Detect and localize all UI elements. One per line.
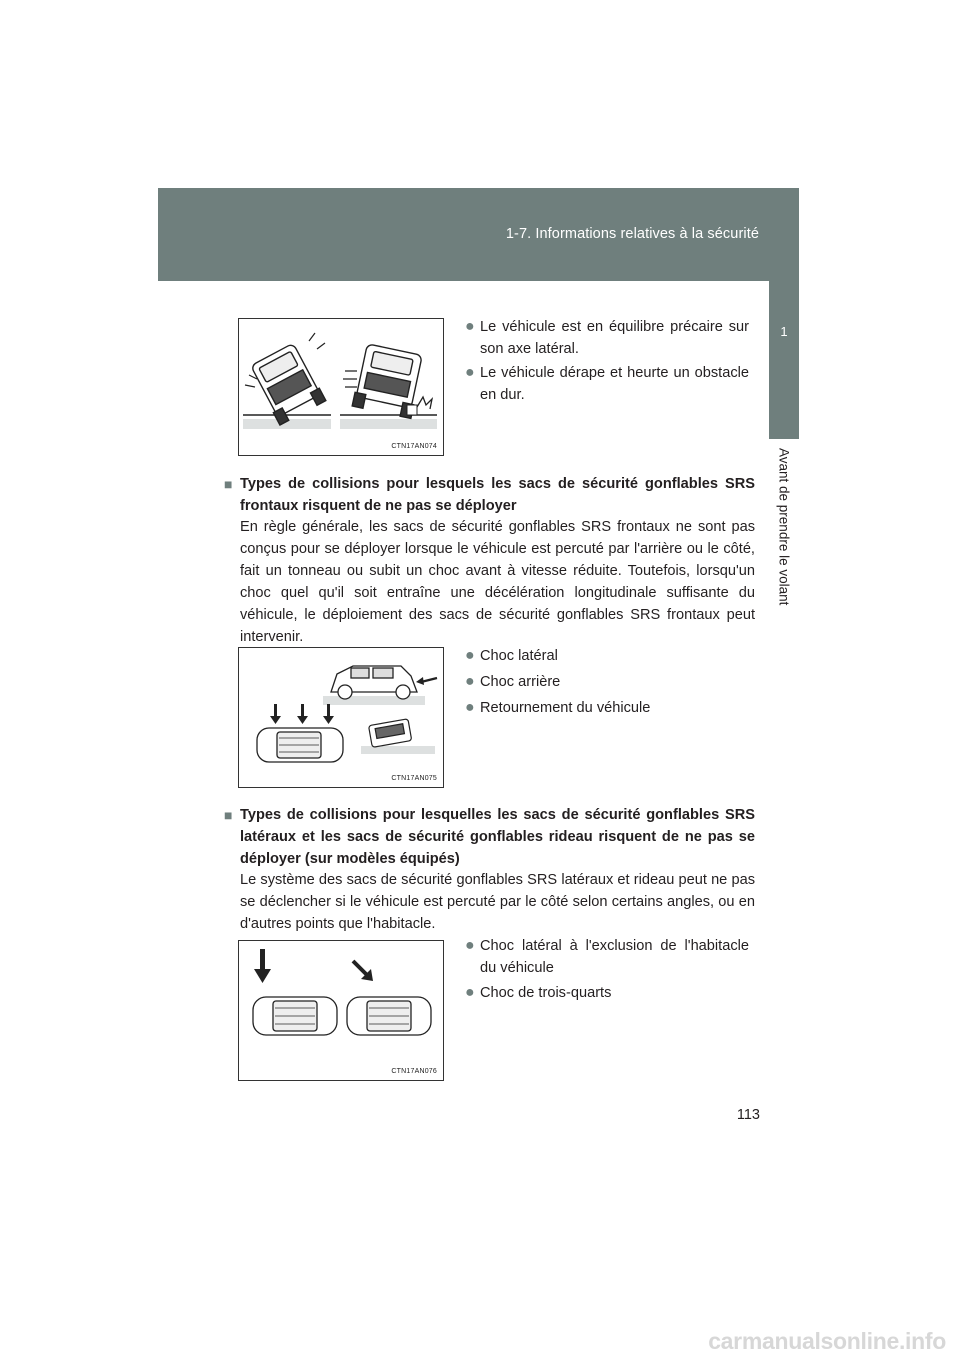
chapter-number: 1 <box>780 324 788 339</box>
section-paragraph: En règle générale, les sacs de sécurité gonflables SRS frontaux ne sont pas conçus pour se déployer lorsque le véhicule est percuté par l'arrière ou le côté, fait un tonneau ou subit un choc avant à vitesse réduite. Toutefois, lorsqu'un choc quel qu'il soit entraîne une décélération longitudinale suffisante du véhicule, le déploiement des sacs de sécurité gonflables SRS frontaux peut intervenir. <box>240 519 755 645</box>
page-number: 113 <box>736 1107 760 1123</box>
section-paragraph: Le système des sacs de sécurité gonflables SRS latéraux et rideau peut ne pas se déclencher si le véhicule est percuté par le côté selon certains angles, ou en d'autres points que l'habitacle. <box>240 872 755 932</box>
side-three-quarter-illustration <box>239 941 444 1081</box>
bullet-dot-icon: ● <box>465 673 475 690</box>
bullet-item: ● Retournement du véhicule <box>465 697 749 719</box>
chapter-side-label-text: Avant de prendre le volant <box>776 448 792 606</box>
bullet-dot-icon: ● <box>465 937 475 954</box>
figure-side-rear-rollover <box>238 647 444 788</box>
bullet-dot-icon: ● <box>465 364 475 381</box>
chapter-side-label <box>776 448 792 618</box>
bullet-item: ● Le véhicule est en équilibre précaire sur son axe latéral. <box>465 318 749 357</box>
bullet-dot-icon: ● <box>465 984 475 1001</box>
bullet-dot-icon: ● <box>465 647 475 664</box>
tilt-skid-illustration <box>239 319 444 456</box>
figure-tilt-and-skid <box>238 318 444 456</box>
bullet-item: ● Choc arrière <box>465 671 749 693</box>
bullet-dot-icon: ● <box>465 318 475 335</box>
chapter-title: 1-7. Informations relatives à la sécurité <box>505 226 759 242</box>
section-heading: ■ Types de collisions pour lesquelles les sacs de sécurité gonflables SRS latéraux et les sacs de sécurité gonflables rideau risquent de ne pas se déployer (sur modèles équipés) <box>224 804 755 870</box>
figure-side-three-quarter <box>238 940 444 1081</box>
figure-code: CTN17AN076 <box>391 1068 437 1075</box>
bullet-item: ● Choc latéral à l'exclusion de l'habitacle du véhicule <box>465 937 749 976</box>
watermark: carmanualsonline.info <box>708 1328 946 1354</box>
bullet-item: ● Le véhicule dérape et heurte un obstacle en dur. <box>465 364 749 403</box>
section-heading: ■ Types de collisions pour lesquels les sacs de sécurité gonflables SRS frontaux risquent de ne pas se déployer <box>224 473 755 517</box>
figure-code: CTN17AN075 <box>391 775 437 782</box>
heading-square-icon: ■ <box>224 476 233 492</box>
bullet-dot-icon: ● <box>465 699 475 716</box>
heading-square-icon: ■ <box>224 807 233 823</box>
figure-code: CTN17AN074 <box>391 443 437 450</box>
side-rear-rollover-illustration <box>239 648 444 788</box>
bullet-item: ● Choc latéral <box>465 645 749 667</box>
chapter-header <box>158 188 799 281</box>
bullet-item: ● Choc de trois-quarts <box>465 982 749 1004</box>
chapter-side-tab <box>769 281 799 439</box>
